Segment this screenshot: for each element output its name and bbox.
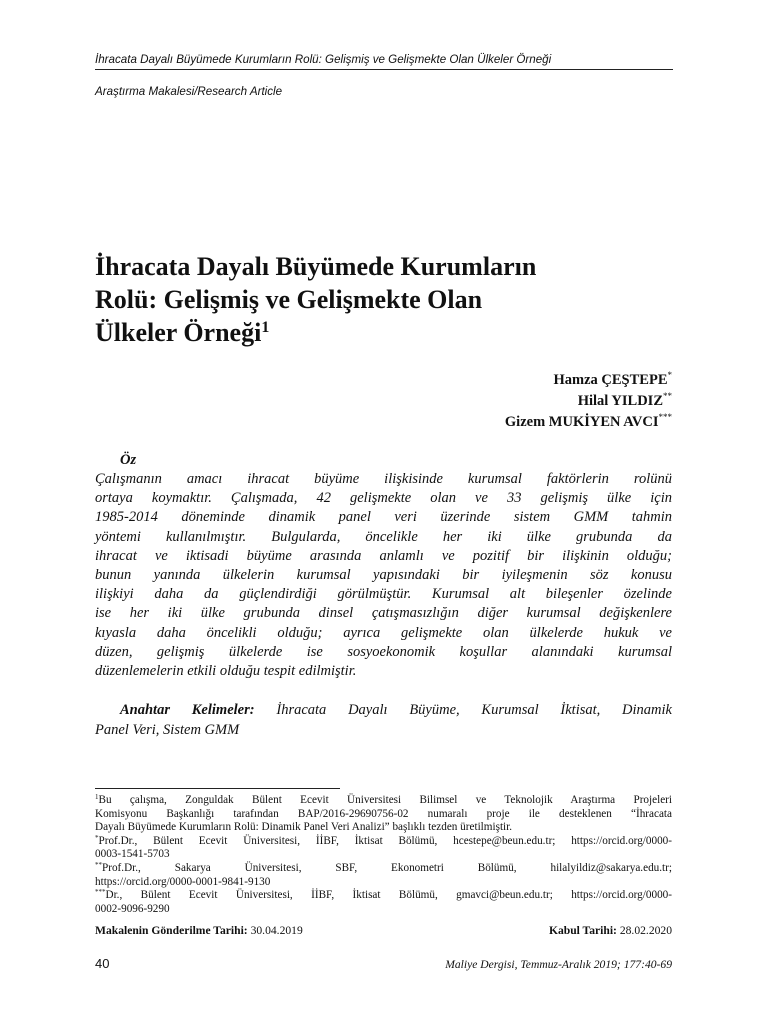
abstract-line: düzen, gelişmiş ülkelerde ise sosyoekonomik koşullar alanındaki kurumsal bbox=[95, 643, 672, 660]
keywords bbox=[95, 700, 672, 740]
footnote bbox=[95, 794, 672, 835]
author-name: Hilal YILDIZ bbox=[577, 393, 663, 409]
page-number: 40 bbox=[95, 956, 110, 971]
footnote bbox=[95, 889, 672, 916]
title-line-1: İhracata Dayalı Büyümede Kurumların bbox=[95, 252, 537, 281]
header-divider bbox=[95, 69, 673, 70]
footnote-line bbox=[95, 889, 672, 903]
footnote-line bbox=[95, 794, 672, 808]
author-name: Hamza ÇEŞTEPE bbox=[553, 372, 668, 388]
abstract-line: 1985-2014 döneminde dinamik panel veri üzerinde sistem GMM tahmin bbox=[95, 509, 672, 526]
footnote-mark: 1 bbox=[95, 793, 99, 801]
author-mark: *** bbox=[658, 412, 672, 422]
title-footnote-mark: 1 bbox=[261, 319, 270, 336]
footnote-divider bbox=[95, 788, 340, 789]
abstract-line: ortaya koymaktır. Çalışmada, 42 gelişmekte olan ve 33 gelişmiş ülke için bbox=[95, 490, 672, 507]
running-title: İhracata Dayalı Büyümede Kurumların Rolü: Gelişmiş ve Gelişmekte Olan Ülkeler Örneği bbox=[95, 53, 552, 66]
author-mark: * bbox=[667, 370, 672, 380]
footnote-text: Prof.Dr., Sakarya Üniversitesi, SBF, Ekonometri Bölümü, hilalyildiz@sakarya.edu.tr; bbox=[102, 861, 672, 874]
footnote-text: Dr., Bülent Ecevit Üniversitesi, İİBF, İktisat Bölümü, gmavci@beun.edu.tr; https://orcid.org/0000- bbox=[105, 889, 672, 902]
abstract-line: kıyasla daha öncelikli olduğu; ayrıca gelişmekte olan ülkelerde hukuk ve bbox=[95, 624, 672, 641]
footnote-mark: ** bbox=[95, 860, 102, 869]
submitted-value: 30.04.2019 bbox=[250, 924, 303, 937]
keywords-line: Panel Veri, Sistem GMM bbox=[95, 722, 240, 738]
footnote-line: Dayalı Büyümede Kurumların Rolü: Dinamik Panel Veri Analizi” başlıklı tezden üretilmiştir. bbox=[95, 821, 513, 834]
submission-dates bbox=[95, 924, 672, 937]
footnote-line: Komisyonu Başkanlığı tarafından BAP/2016-29690756-02 numaralı proje ile desteklenen “İhracata bbox=[95, 807, 672, 820]
title-line-2: Rolü: Gelişmiş ve Gelişmekte Olan bbox=[95, 285, 483, 314]
submitted-date bbox=[95, 924, 303, 937]
footnote-text: Prof.Dr., Bülent Ecevit Üniversitesi, İİBF, İktisat Bölümü, hcestepe@beun.edu.tr; https://orcid.org/0000- bbox=[98, 834, 672, 847]
author-mark: ** bbox=[663, 391, 672, 401]
footnote-line: 0003-1541-5703 bbox=[95, 848, 170, 861]
author bbox=[505, 370, 672, 391]
submitted-label: Makalenin Gönderilme Tarihi: bbox=[95, 924, 248, 937]
abstract-line: bunun yanında ülkelerin kurumsal yapısındaki bir iyileşmenin söz konusu bbox=[95, 566, 672, 583]
keywords-label: Anahtar Kelimeler: bbox=[120, 702, 255, 718]
journal-reference: Maliye Dergisi, Temmuz-Aralık 2019; 177:40-69 bbox=[445, 958, 672, 971]
abstract-heading: Öz bbox=[120, 452, 137, 468]
paper-title bbox=[95, 250, 695, 349]
author-list bbox=[505, 370, 672, 433]
abstract-line: yöntemi kullanılmıştır. Bulgularda, öncelikle her iki ülke grubunda da bbox=[95, 528, 672, 545]
article-type: Araştırma Makalesi/Research Article bbox=[95, 85, 283, 98]
footnote-mark: * bbox=[95, 833, 99, 842]
footnote-line bbox=[95, 835, 672, 849]
abstract-body bbox=[95, 470, 672, 681]
abstract-line: düzenlemelerin etkili olduğu tespit edilmiştir. bbox=[95, 662, 357, 679]
author bbox=[505, 391, 672, 412]
footnote bbox=[95, 862, 672, 889]
accepted-value: 28.02.2020 bbox=[619, 924, 672, 937]
author bbox=[505, 412, 672, 433]
footnote-line bbox=[95, 862, 672, 876]
accepted-date bbox=[549, 924, 672, 937]
abstract-line: ilişkiyi daha da güçlendirdiği görülmüştür. Kurumsal alt bileşenler özelinde bbox=[95, 586, 672, 603]
footnote-text: Bu çalışma, Zonguldak Bülent Ecevit Üniversitesi Bilimsel ve Teknolojik Araştırma Projeleri bbox=[98, 794, 672, 806]
footnote-mark: *** bbox=[95, 888, 106, 897]
accepted-label: Kabul Tarihi: bbox=[548, 924, 617, 937]
author-name: Gizem MUKİYEN AVCI bbox=[504, 414, 659, 430]
footnotes bbox=[95, 794, 672, 916]
footnote-line: https://orcid.org/0000-0001-9841-9130 bbox=[95, 875, 271, 888]
title-line-3: Ülkeler Örneği bbox=[95, 318, 262, 347]
keywords-line bbox=[95, 700, 672, 720]
abstract-line: Çalışmanın amacı ihracat büyüme ilişkisinde kurumsal faktörlerin rolünü bbox=[95, 471, 672, 487]
abstract-line: ise her iki ülke grubunda dinsel çatışmasızlığın diğer kurumsal değişkenlere bbox=[95, 605, 672, 622]
footnote-line: 0002-9096-9290 bbox=[95, 902, 170, 915]
keywords-text: İhracata Dayalı Büyüme, Kurumsal İktisat, Dinamik bbox=[276, 702, 672, 718]
abstract-line: ihracat ve iktisadi büyüme arasında anlamlı ve pozitif bir ilişkinin olduğu; bbox=[95, 547, 672, 564]
footnote bbox=[95, 835, 672, 862]
